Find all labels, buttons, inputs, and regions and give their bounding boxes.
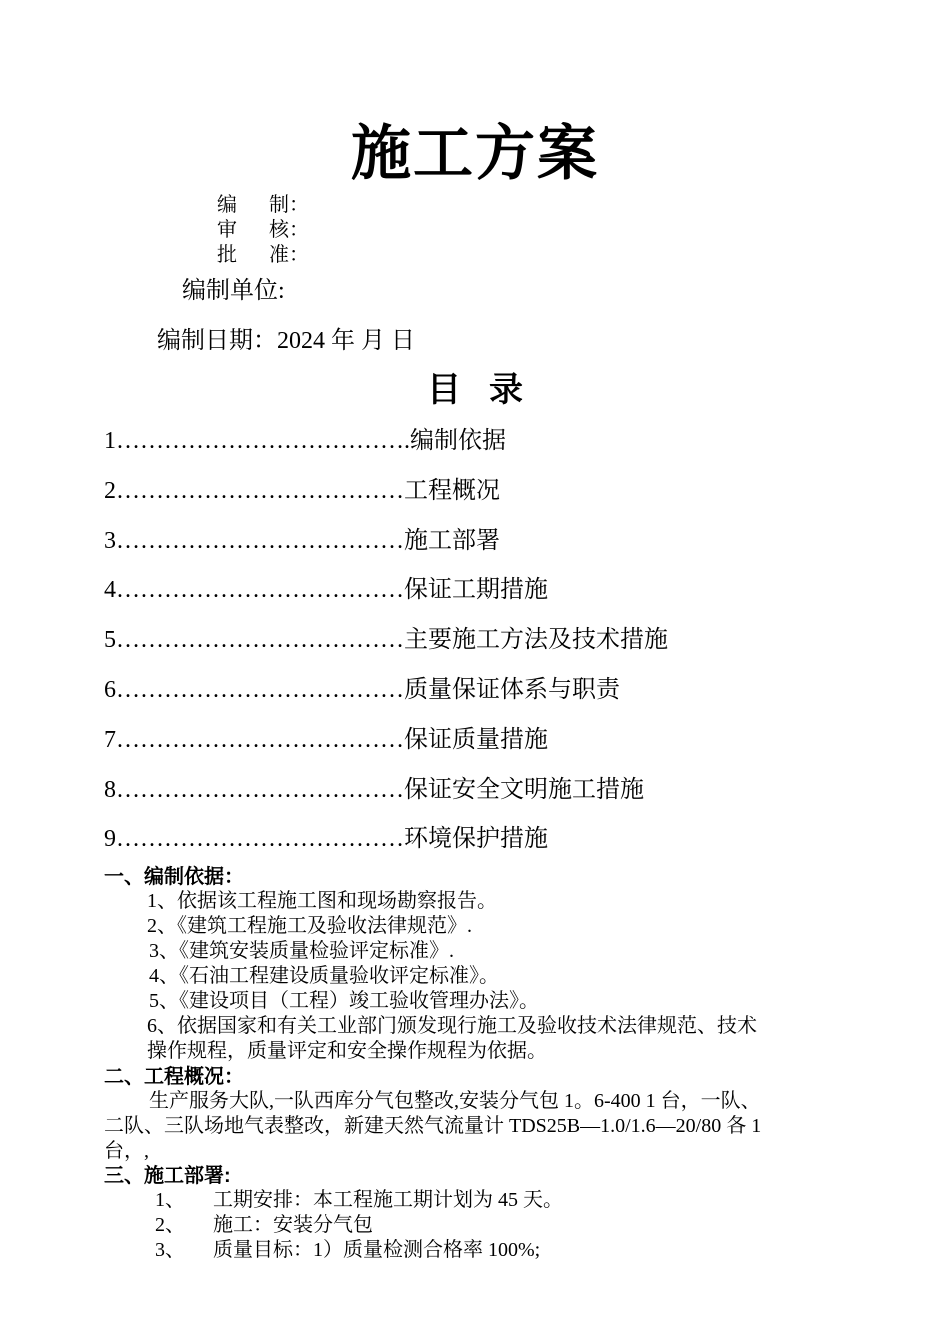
- overview-line: 二队、三队场地气表整改，新建天然气流量计 TDS25B—1.0/1.6—20/80 各 1: [104, 1115, 762, 1137]
- toc-item: 2………………………………工程概况: [104, 478, 500, 504]
- deployment-item-number: 1、: [155, 1189, 185, 1211]
- toc-item: 5………………………………主要施工方法及技术措施: [104, 627, 668, 653]
- signature-reviewed: 审 核：: [217, 219, 309, 241]
- toc-item: 6………………………………质量保证体系与职责: [104, 677, 620, 703]
- basis-item: 1、依据该工程施工图和现场勘察报告。: [147, 890, 497, 912]
- basis-item: 5、《建设项目（工程）竣工验收管理办法》。: [149, 990, 539, 1012]
- compiling-unit-label: 编制单位:: [182, 278, 285, 304]
- overview-line: 生产服务大队,一队西库分气包整改,安装分气包 1。6-400 1 台，一队、: [149, 1090, 761, 1112]
- deployment-item-text: 工期安排：本工程施工期计划为 45 天。: [213, 1189, 563, 1211]
- toc-item: 1……………………………….编制依据: [104, 428, 506, 454]
- toc-item: 8………………………………保证安全文明施工措施: [104, 777, 644, 803]
- signature-approved: 批 准：: [217, 244, 309, 266]
- toc-item: 9………………………………环境保护措施: [104, 826, 548, 852]
- section-heading-basis: 一、编制依据：: [104, 866, 244, 888]
- signature-compiled: 编 制：: [217, 194, 309, 216]
- toc-title: 目录: [427, 372, 551, 409]
- deployment-item-number: 2、: [155, 1214, 185, 1236]
- section-heading-deployment: 三、施工部署:: [104, 1165, 231, 1187]
- basis-item: 3、《建筑安装质量检验评定标准》.: [149, 940, 454, 962]
- toc-item: 3………………………………施工部署: [104, 528, 500, 554]
- toc-item: 7………………………………保证质量措施: [104, 727, 548, 753]
- section-heading-overview: 二、工程概况：: [104, 1066, 244, 1088]
- toc-item: 4………………………………保证工期措施: [104, 577, 548, 603]
- basis-item-continued: 操作规程，质量评定和安全操作规程为依据。: [147, 1040, 547, 1062]
- deployment-item-number: 3、: [155, 1239, 185, 1261]
- deployment-item-text: 施工：安装分气包: [213, 1214, 373, 1236]
- basis-item: 4、《石油工程建设质量验收评定标准》。: [149, 965, 499, 987]
- deployment-item-text: 质量目标：1）质量检测合格率 100%;: [213, 1239, 541, 1261]
- basis-item: 2、《建筑工程施工及验收法律规范》.: [147, 915, 472, 937]
- document-title: 施工方案: [351, 121, 599, 187]
- overview-line: 台，,: [104, 1140, 149, 1162]
- compiling-date-label: 编制日期：2024 年 月 日: [157, 328, 415, 354]
- basis-item: 6、依据国家和有关工业部门颁发现行施工及验收技术法律规范、技术: [147, 1015, 757, 1037]
